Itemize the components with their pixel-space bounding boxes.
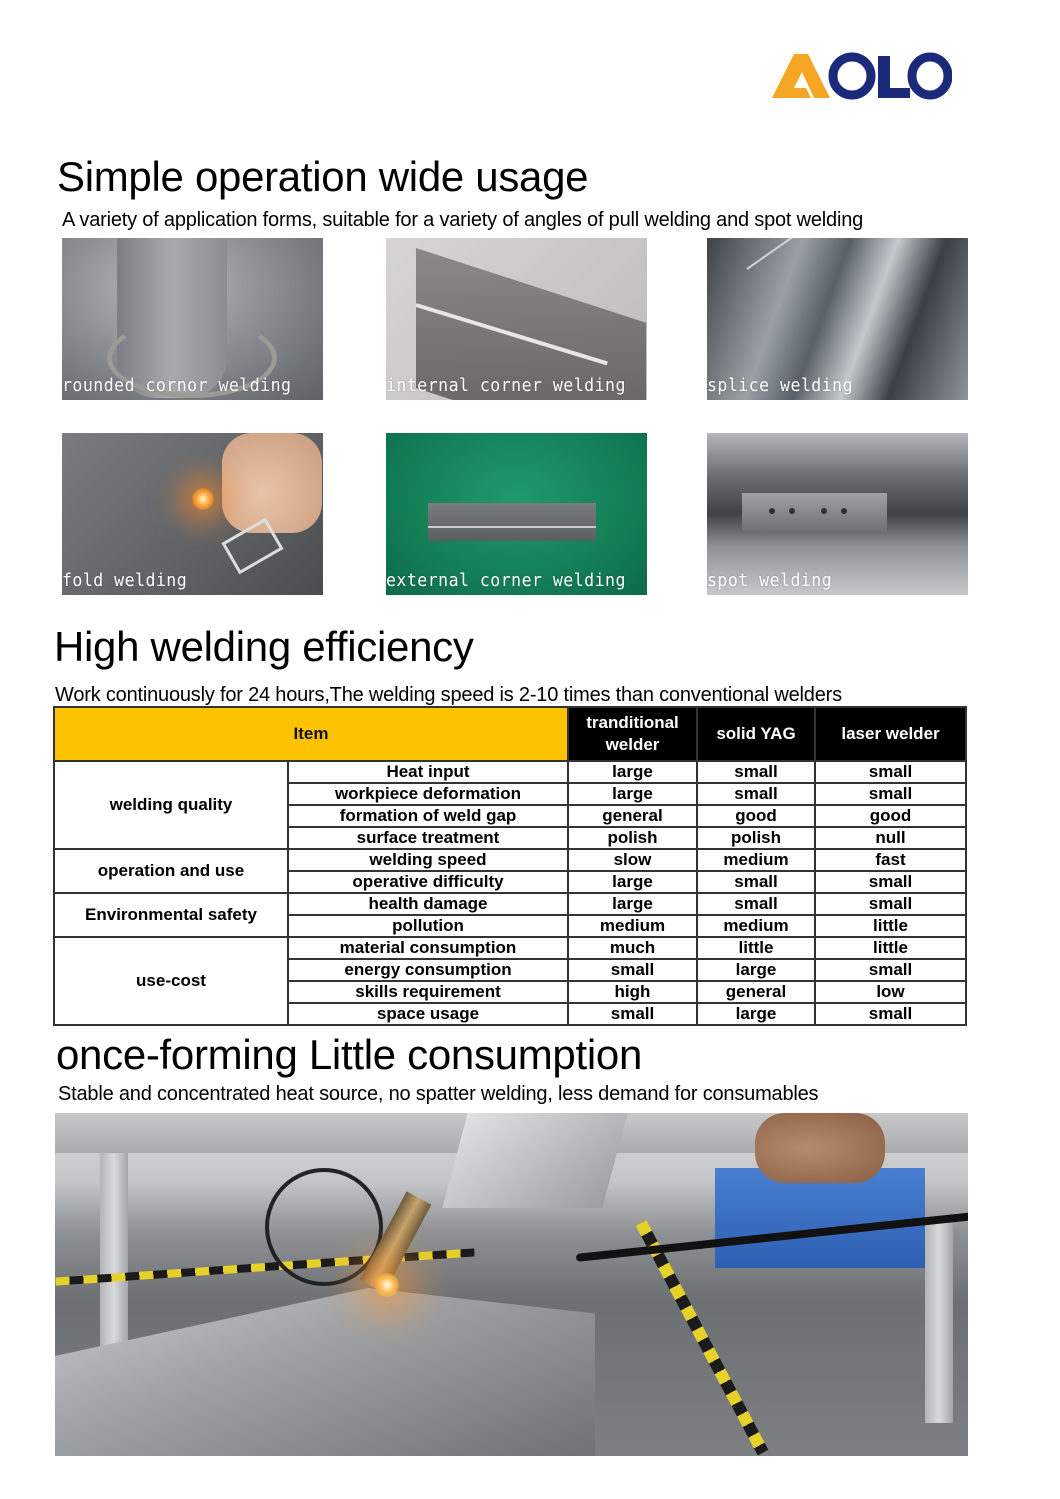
section-subtitle-consumption: Stable and concentrated heat source, no spatter welding, less demand for consumables [58, 1083, 819, 1105]
cell-yag: medium [697, 915, 815, 937]
group-operation-and-use: operation and use [54, 849, 288, 893]
header-traditional-welder [568, 707, 697, 761]
photo-spot-welding [707, 433, 968, 595]
row-item: workpiece deformation [288, 783, 568, 805]
cell-yag: good [697, 805, 815, 827]
row-item: health damage [288, 893, 568, 915]
cell-laser: low [815, 981, 966, 1003]
section-title-simple-operation: Simple operation wide usage [57, 153, 589, 200]
cell-yag: polish [697, 827, 815, 849]
group-use-cost: use-cost [54, 937, 288, 1025]
cell-yag: large [697, 1003, 815, 1025]
table-row [54, 761, 966, 783]
group-environmental-safety: Environmental safety [54, 893, 288, 937]
table-header-row [54, 707, 966, 761]
cell-traditional: small [568, 1003, 697, 1025]
cell-yag: small [697, 893, 815, 915]
cell-traditional: large [568, 893, 697, 915]
section-subtitle-efficiency: Work continuously for 24 hours,The welding speed is 2-10 times than conventional welders [55, 684, 842, 706]
cell-yag: small [697, 871, 815, 893]
cell-traditional: polish [568, 827, 697, 849]
section-subtitle-applications: A variety of application forms, suitable for a variety of angles of pull welding and spot welding [62, 209, 864, 231]
photo-internal-corner-welding [386, 238, 647, 400]
cell-traditional: large [568, 871, 697, 893]
group-welding-quality: welding quality [54, 761, 288, 849]
cell-laser: small [815, 1003, 966, 1025]
table-row [54, 849, 966, 871]
row-item: material consumption [288, 937, 568, 959]
cell-yag: medium [697, 849, 815, 871]
cell-yag: little [697, 937, 815, 959]
row-item: skills requirement [288, 981, 568, 1003]
photo-rounded-corner-welding [62, 238, 323, 400]
tile-caption: spot welding [707, 570, 833, 591]
cell-laser: little [815, 915, 966, 937]
tile-caption: splice welding [707, 375, 854, 396]
header-solid-yag: solid YAG [697, 707, 815, 761]
section-title-efficiency: High welding efficiency [54, 623, 474, 670]
cell-yag: large [697, 959, 815, 981]
cell-yag: general [697, 981, 815, 1003]
header-traditional-line2: welder [605, 735, 660, 754]
row-item: pollution [288, 915, 568, 937]
cell-traditional: slow [568, 849, 697, 871]
cell-traditional: medium [568, 915, 697, 937]
cell-laser: small [815, 871, 966, 893]
cell-laser: null [815, 827, 966, 849]
row-item: surface treatment [288, 827, 568, 849]
row-item: space usage [288, 1003, 568, 1025]
section-title-once-forming: once-forming Little consumption [56, 1031, 643, 1078]
cell-traditional: large [568, 761, 697, 783]
photo-splice-welding [707, 238, 968, 400]
tile-caption: external corner welding [386, 570, 626, 591]
comparison-table [53, 706, 967, 1026]
row-item: energy consumption [288, 959, 568, 981]
photo-external-corner-welding [386, 433, 647, 595]
cell-yag: small [697, 783, 815, 805]
tile-caption: internal corner welding [386, 375, 626, 396]
row-item: operative difficulty [288, 871, 568, 893]
cell-traditional: small [568, 959, 697, 981]
photo-fold-welding [62, 433, 323, 595]
header-item: Item [54, 707, 568, 761]
tile-caption: fold welding [62, 570, 188, 591]
cell-laser: small [815, 783, 966, 805]
row-item: welding speed [288, 849, 568, 871]
cell-laser: small [815, 893, 966, 915]
cell-laser: fast [815, 849, 966, 871]
cell-laser: good [815, 805, 966, 827]
cell-traditional: much [568, 937, 697, 959]
cell-traditional: high [568, 981, 697, 1003]
cell-traditional: large [568, 783, 697, 805]
cell-yag: small [697, 761, 815, 783]
photo-laser-welding-demo [55, 1113, 968, 1456]
aolo-logo [772, 52, 952, 100]
table-row [54, 937, 966, 959]
tile-caption: rounded cornor welding [62, 375, 292, 396]
cell-traditional: general [568, 805, 697, 827]
cell-laser: small [815, 959, 966, 981]
cell-laser: small [815, 761, 966, 783]
table-row [54, 893, 966, 915]
cell-laser: little [815, 937, 966, 959]
header-traditional-line1: tranditional [586, 713, 679, 732]
row-item: formation of weld gap [288, 805, 568, 827]
row-item: Heat input [288, 761, 568, 783]
header-laser-welder: laser welder [815, 707, 966, 761]
